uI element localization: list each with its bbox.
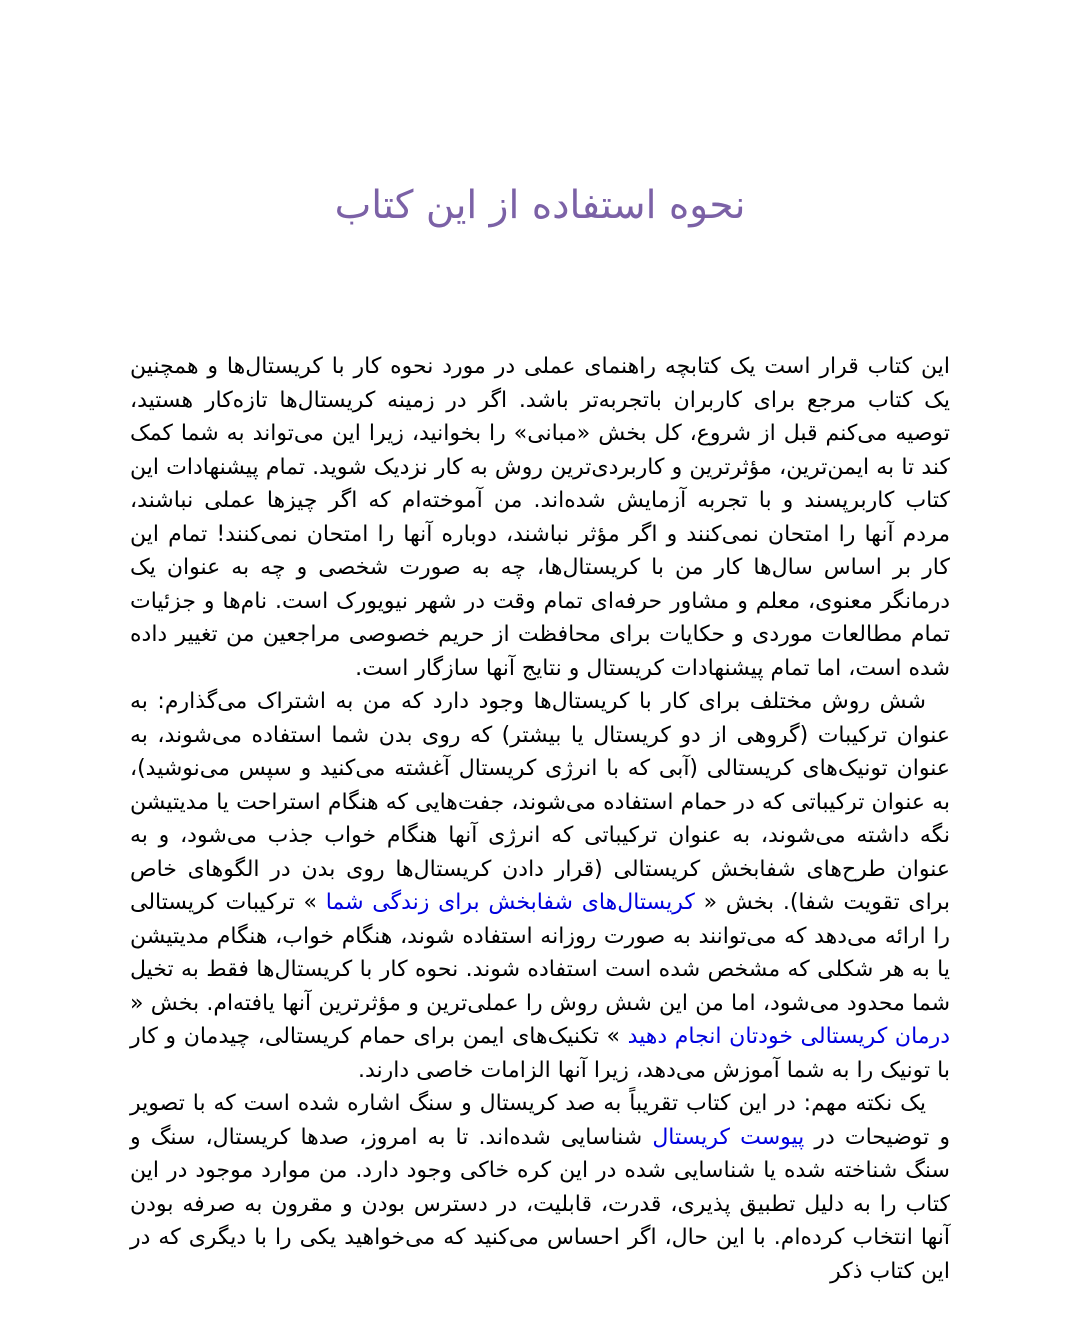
paragraph-six-methods-text-2: » ترکیبات کریستالی را ارائه می‌دهد که می‌توانند به صورت روزانه استفاده شوند، هنگام خواب، هنگام مدیتیشن یا به هر شکلی که مشخص شده است استفاده شوند. نحوه کار با کریستال‌ها فقط به تخیل شما محدود می‌شود، اما من این شش روش را عملی‌ترین و مؤثرترین آنها یافته‌ام. بخش « [130,890,950,1016]
page-title: نحوه استفاده از این کتاب [334,183,746,228]
paragraph-intro-text: این کتاب قرار است یک کتابچه راهنمای عملی در مورد نحوه کار با کریستال‌ها و همچنین یک کتاب مرجع برای کاربران باتجربه‌تر باشد. اگر در زمینه کریستال‌ها تازه‌کار هستید، توصیه می‌کنم قبل از شروع، کل بخش «مبانی» را بخوانید، زیرا این می‌تواند به شما کمک کند تا به ایمن‌ترین، مؤثرترین و کاربردی‌ترین روش به کار نزدیک شوید. تمام پیشنهادات این کتاب کاربرپسند و با تجربه آزمایش شده‌اند. من آموخته‌ام که اگر چیزها عملی نباشند، مردم آنها را امتحان نمی‌کنند و اگر مؤثر نباشند، دوباره آنها را امتحان نمی‌کنند! تمام این کار بر اساس سال‌ها کار من با کریستال‌ها، چه به صورت شخصی و چه به عنوان یک درمانگر معنوی، معلم و مشاور حرفه‌ای تمام وقت در شهر نیویورک است. نام‌ها و جزئیات تمام مطالعات موردی و حکایات برای محافظت از حریم خصوصی مراجعین من تغییر داده شده است، اما تمام پیشنهادات کریستال و نتایج آنها سازگار است. [130,354,950,681]
paragraph-six-methods [130,685,950,1087]
paragraph-important-note [130,1087,950,1288]
body-text [130,350,950,1288]
link-healing-crystals-for-your-life-section[interactable]: کریستال‌های شفابخش برای زندگی شما [325,890,695,915]
link-crystal-appendix[interactable]: پیوست کریستال [652,1124,805,1150]
paragraph-six-methods-text-1: شش روش مختلف برای کار با کریستال‌ها وجود دارد که من به اشتراک می‌گذارم: به عنوان ترکیبات (گروهی از دو کریستال یا بیشتر) که روی بدن شما استفاده می‌شوند، به عنوان تونیک‌های کریستالی (آبی که با انرژی کریستال آغشته می‌کنید و سپس می‌نوشید)، به عنوان ترکیباتی که در حمام استفاده می‌شوند، جفت‌هایی که هنگام استراحت یا مدیتیشن نگه داشته می‌شوند، به عنوان ترکیباتی که انرژی آنها هنگام خواب جذب می‌شود، و به عنوان طرح‌های شفابخش کریستالی (قرار دادن کریستال‌ها روی بدن در الگوهای خاص برای تقویت شفا). بخش « [130,689,950,915]
paragraph-six-methods-text-3: » تکنیک‌های ایمن برای حمام کریستالی، چیدمان و کار با تونیک را به شما آموزش می‌دهد، زیرا آنها الزامات خاصی دارند. [130,1024,950,1083]
paragraph-important-note-text-2: شناسایی شده‌اند. تا به امروز، صدها کریستال، سنگ و سنگ شناخته شده یا شناسایی شده در این کره خاکی وجود دارد. من موارد موجود در این کتاب را به دلیل تطبیق پذیری، قدرت، قابلیت، در دسترس بودن و مقرون به صرفه بودن آنها انتخاب کرده‌ام. با این حال، اگر احساس می‌کنید که می‌خواهید یکی را با دیگری که در این کتاب ذکر [130,1124,950,1284]
link-diy-crystal-healing-section[interactable]: درمان کریستالی خودتان انجام دهید [627,1024,950,1049]
paragraph-intro [130,350,950,685]
paragraph-important-note-text-1: یک نکته مهم: در این کتاب تقریباً به صد کریستال و سنگ اشاره شده است که با تصویر و توضیحات در [130,1091,951,1150]
